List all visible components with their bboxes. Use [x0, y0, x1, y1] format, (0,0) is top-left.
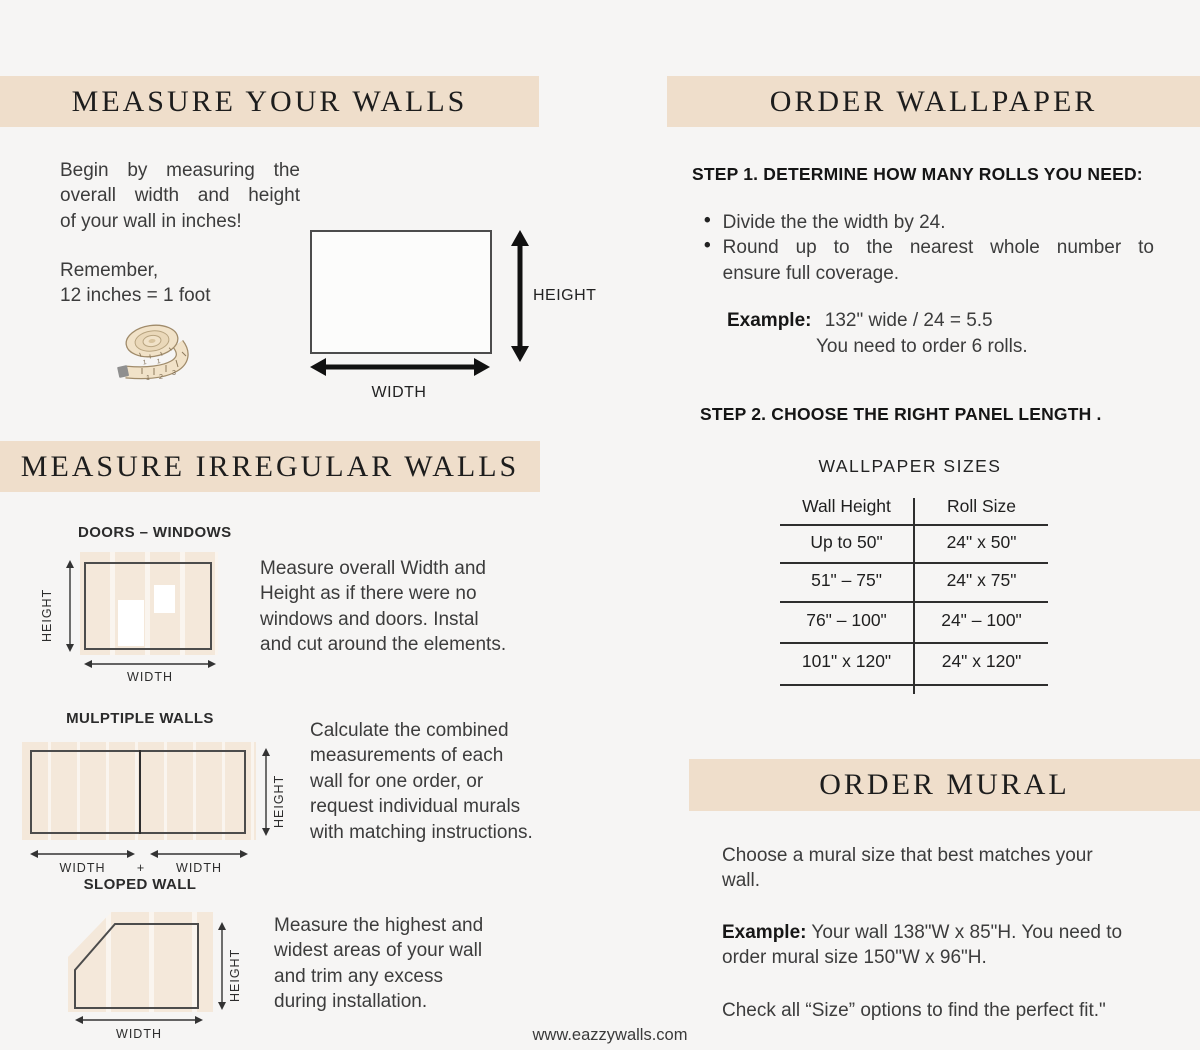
step1-heading: STEP 1. DETERMINE HOW MANY ROLLS YOU NEED: — [692, 164, 1143, 184]
text-line: and trim any excess — [274, 965, 443, 987]
plus-sign: + — [136, 861, 146, 875]
width-label: WIDTH — [59, 861, 106, 875]
order-wallpaper-title: ORDER WALLPAPER — [769, 84, 1098, 118]
wall-outline — [84, 562, 212, 650]
sloped-wall-outline — [68, 912, 213, 1012]
text-line: wall. — [722, 870, 761, 892]
order-mural-band — [689, 759, 1200, 811]
text-line: request individual murals — [310, 796, 521, 818]
height-label: HEIGHT — [272, 774, 286, 828]
mural-intro — [722, 843, 1162, 894]
height-arrow-icon — [507, 230, 533, 362]
width-label: WIDTH — [176, 861, 222, 875]
height-arrow-icon — [64, 560, 76, 652]
text-line: during installation. — [274, 991, 428, 1013]
height-label: HEIGHT — [533, 287, 597, 304]
doors-windows-diagram — [80, 552, 218, 655]
window-shape — [154, 585, 175, 613]
width-label: WIDTH — [127, 670, 173, 684]
height-label: HEIGHT — [228, 948, 242, 1002]
tape-measure-icon — [112, 320, 217, 388]
remember-line: 12 inches = 1 foot — [60, 285, 211, 307]
mural-example — [722, 920, 1172, 971]
order-mural-title: ORDER MURAL — [819, 768, 1070, 801]
example-label: Example: — [722, 922, 807, 943]
wallpaper-sizes-table — [780, 494, 1048, 696]
table-line — [780, 684, 1048, 686]
bullet-text: ensure full coverage. — [722, 262, 900, 284]
step1-example — [727, 308, 993, 333]
height-arrow-icon — [260, 748, 272, 836]
table-line — [780, 642, 1048, 644]
remember-line: Remember, — [60, 260, 159, 281]
svg-text:1: 1 — [156, 358, 162, 366]
width-arrow-icon — [84, 658, 216, 670]
text-line: widest areas of your wall — [274, 940, 483, 962]
measure-walls-band — [0, 76, 539, 127]
table-line — [780, 524, 1048, 526]
example-text-line2: order mural size 150"W x 96"H. — [722, 947, 987, 969]
measure-walls-intro — [60, 158, 300, 234]
text-line: Calculate the combined — [310, 720, 509, 741]
step1-example-line2: You need to order 6 rolls. — [816, 336, 1028, 357]
table-row-wall: 51" – 75" — [811, 570, 882, 590]
example-label: Example: — [727, 310, 812, 331]
intro-line: of your wall in inches! — [60, 210, 242, 232]
width-arrow-icon — [150, 848, 248, 860]
table-row-roll: 24" – 100" — [941, 610, 1022, 630]
example-text: Your wall 138"W x 85"H. You need to — [806, 922, 1123, 943]
irregular-walls-band — [0, 441, 540, 492]
width-arrow-icon — [310, 354, 490, 380]
example-value: 132" wide / 24 = 5.5 — [824, 310, 993, 331]
text-line: Measure the highest and — [274, 915, 484, 936]
sloped-wall-text — [274, 913, 514, 1015]
step2-heading: STEP 2. CHOOSE THE RIGHT PANEL LENGTH . — [700, 404, 1102, 424]
column-header-roll-size: Roll Size — [946, 496, 1017, 516]
intro-line: Begin by measuring the — [60, 160, 300, 181]
width-label: WIDTH — [371, 384, 427, 401]
irregular-walls-title: MEASURE IRREGULAR WALLS — [20, 449, 520, 483]
table-row-wall: 101" x 120" — [801, 651, 892, 671]
multiple-walls-diagram — [22, 742, 256, 840]
bullet-item — [704, 210, 1154, 235]
doors-windows-label: DOORS – WINDOWS — [78, 524, 232, 541]
text-line: and cut around the elements. — [260, 634, 507, 656]
wallpaper-sizes-caption: WALLPAPER SIZES — [818, 456, 1002, 476]
svg-text:1: 1 — [142, 359, 148, 367]
text-line: wall for one order, or — [310, 770, 484, 792]
table-row-roll: 24" x 50" — [946, 532, 1017, 552]
intro-line: overall width and height — [60, 185, 300, 207]
table-row-wall: 76" – 100" — [806, 610, 887, 630]
wall-outline — [30, 750, 246, 834]
doors-windows-text — [260, 556, 522, 658]
height-arrow-icon — [216, 922, 228, 1010]
table-line — [780, 562, 1048, 564]
svg-text:2: 2 — [159, 374, 163, 381]
table-row-wall: Up to 50" — [810, 532, 883, 552]
text-line: with matching instructions. — [310, 821, 533, 843]
bullet-text: Divide the the width by 24. — [722, 212, 946, 233]
bullet-icon: • — [704, 235, 711, 257]
sloped-wall-label: SLOPED WALL — [83, 876, 197, 893]
text-line: windows and doors. Instal — [260, 608, 479, 630]
svg-text:3: 3 — [172, 370, 176, 377]
bullet-icon: • — [704, 210, 711, 231]
svg-text:1: 1 — [146, 375, 150, 382]
width-label: WIDTH — [116, 1027, 162, 1041]
text-line: Choose a mural size that best matches your — [722, 845, 1093, 866]
order-wallpaper-band — [667, 76, 1200, 127]
measure-walls-title: MEASURE YOUR WALLS — [71, 84, 468, 118]
multiple-walls-text — [310, 718, 570, 845]
remember-note — [60, 258, 300, 309]
table-row-roll: 24" x 120" — [941, 651, 1022, 671]
multiple-walls-label: MULPTIPLE WALLS — [66, 710, 214, 727]
website-url: www.eazzywalls.com — [532, 1026, 688, 1044]
text-line: measurements of each — [310, 745, 504, 767]
wall-rectangle-diagram — [310, 230, 492, 354]
door-shape — [118, 600, 144, 646]
height-label: HEIGHT — [40, 588, 54, 642]
bullet-text: Round up to the nearest whole number to — [722, 237, 1154, 259]
wall-divider — [139, 750, 141, 834]
column-header-wall-height: Wall Height — [802, 496, 891, 516]
step1-bullets — [704, 210, 1154, 286]
text-line: Measure overall Width and — [260, 558, 486, 579]
table-line — [780, 601, 1048, 603]
mural-note: Check all “Size” options to find the perfect fit." — [722, 1000, 1106, 1021]
table-row-roll: 24" x 75" — [946, 570, 1017, 590]
width-arrow-icon — [75, 1014, 203, 1026]
width-arrow-icon — [30, 848, 135, 860]
bullet-item — [704, 235, 1154, 286]
text-line: Height as if there were no — [260, 583, 477, 605]
